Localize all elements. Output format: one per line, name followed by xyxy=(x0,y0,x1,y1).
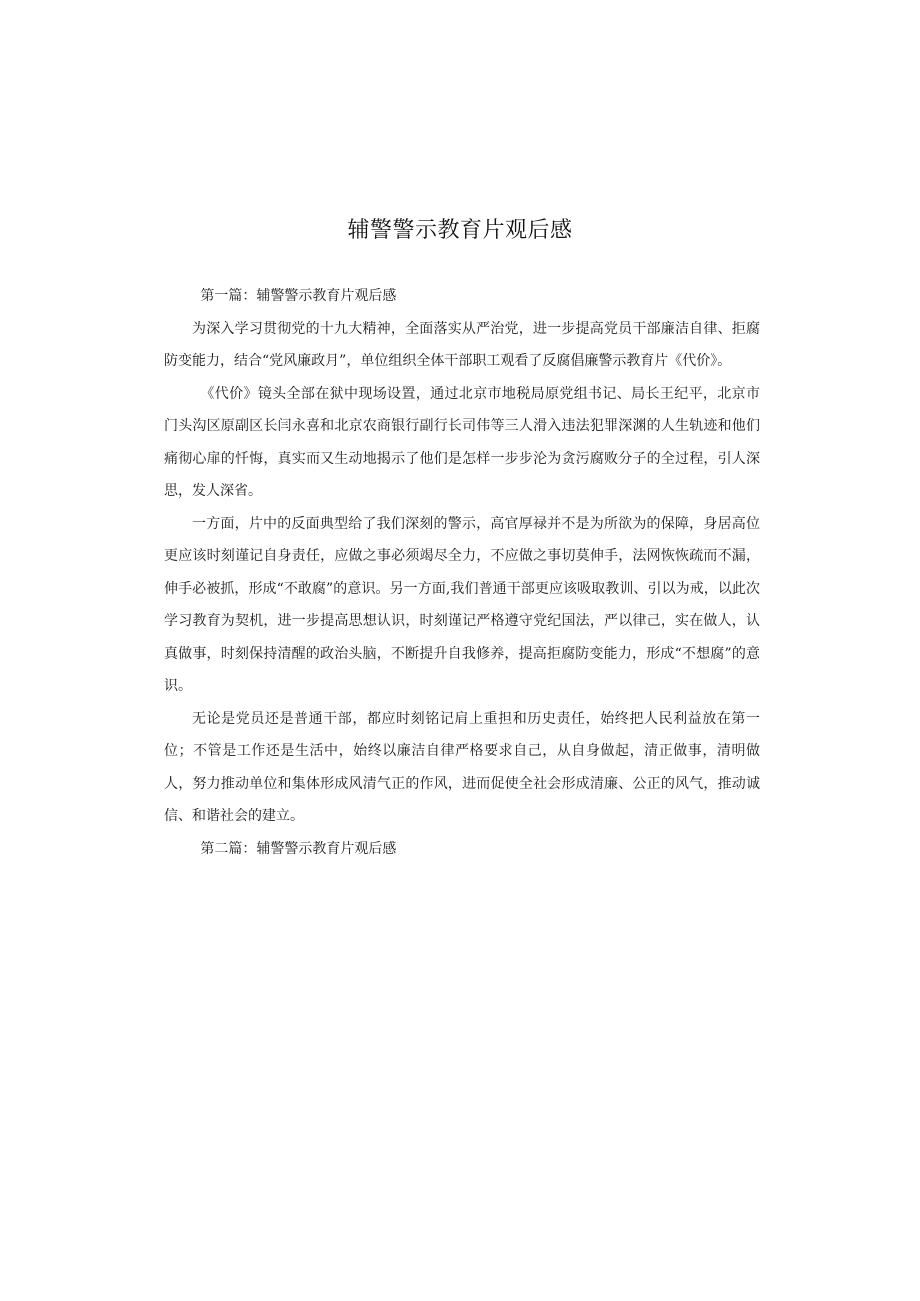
paragraph-1: 为深入学习贯彻党的十九大精神，全面落实从严治党，进一步提高党员干部廉洁自律、拒腐防变能力，结合“党风廉政月”，单位组织全体干部职工观看了反腐倡廉警示教育片《代价》。 xyxy=(164,320,760,369)
section-heading-2: 第二篇：辅警警示教育片观后感 xyxy=(200,840,397,857)
document-body xyxy=(164,280,760,865)
paragraph-2: 《代价》镜头全部在狱中现场设置，通过北京市地税局原党组书记、局长王纪平，北京市门头沟区原副区长闫永喜和北京农商银行副行长司伟等三人滑入违法犯罪深渊的人生轨迹和他们痛彻心扉的忏悔，真实而又生动地揭示了他们是怎样一步步沦为贪污腐败分子的全过程，引人深思，发人深省。 xyxy=(164,385,760,499)
paragraph-3: 一方面，片中的反面典型给了我们深刻的警示，高官厚禄并不是为所欲为的保障，身居高位更应该时刻谨记自身责任，应做之事必须竭尽全力，不应做之事切莫伸手，法网恢恢疏而不漏，伸手必被抓，形成“不敢腐”的意识。另一方面,我们普通干部更应该吸取教训、引以为戒，以此次学习教育为契机，进一步提高思想认识，时刻谨记严格遵守党纪国法，严以律己，实在做人，认真做事，时刻保持清醒的政治头脑，不断提升自我修养，提高拒腐防变能力，形成“不想腐”的意识。 xyxy=(164,515,760,694)
section-heading-1: 第一篇：辅警警示教育片观后感 xyxy=(200,288,397,304)
document-title: 辅警警示教育片观后感 xyxy=(347,218,573,243)
paragraph-4: 无论是党员还是普通干部，都应时刻铭记肩上重担和历史责任，始终把人民利益放在第一位；不管是工作还是生活中，始终以廉洁自律严格要求自己，从自身做起，清正做事，清明做人，努力推动单位和集体形成风清气正的作风，进而促使全社会形成清廉、公正的风气，推动诚信、和谐社会的建立。 xyxy=(164,710,760,824)
